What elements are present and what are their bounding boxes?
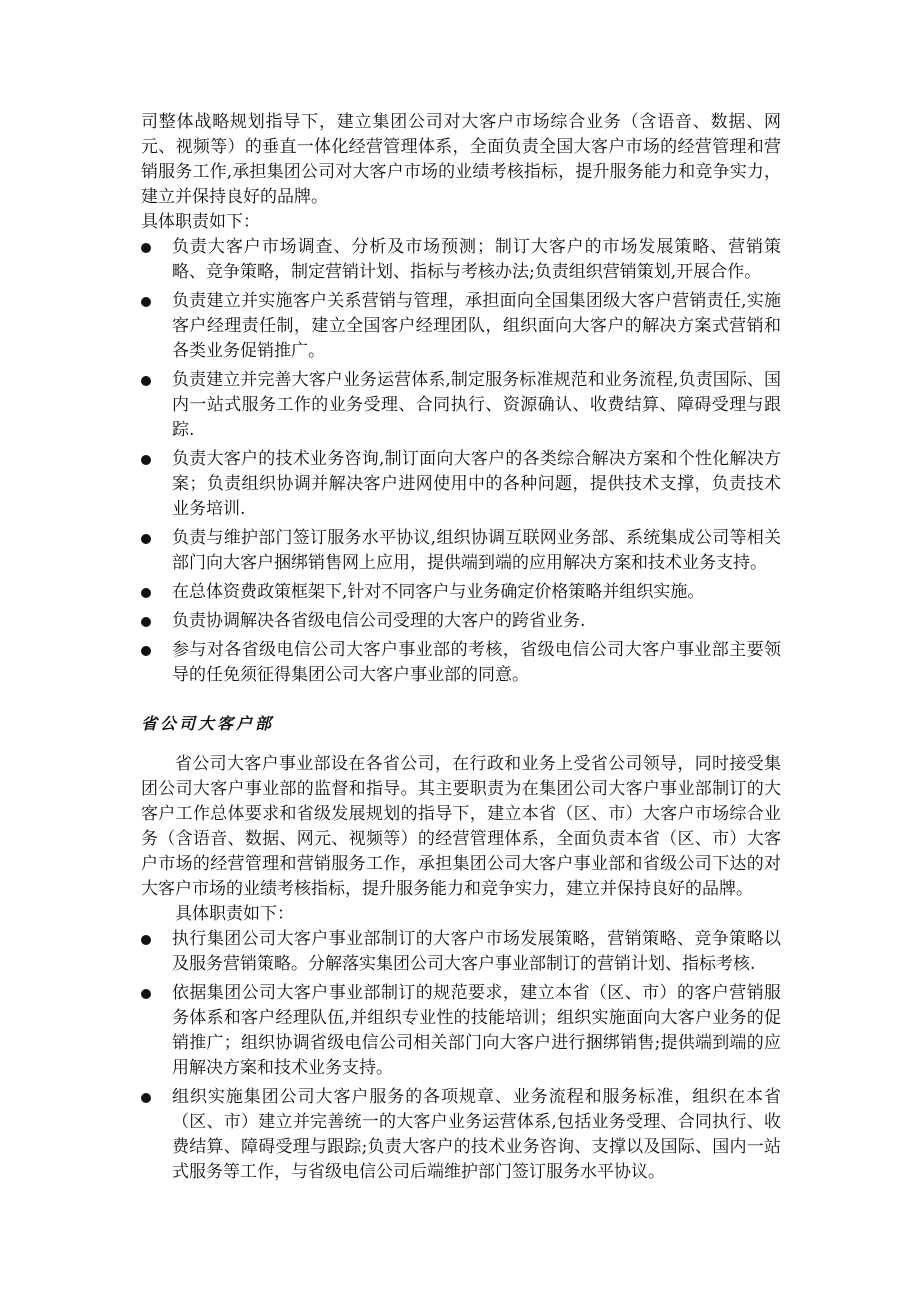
- section1-intro: 司整体战略规划指导下，建立集团公司对大客户市场综合业务（含语音、数据、网元、视频等）的垂直一体化经营管理体系，全面负责全国大客户市场的经营管理和营销服务工作,承担集团公司对大客户市场的业绩考核指标，提升服务能力和竞争实力，建立并保持良好的品牌。: [141, 112, 781, 207]
- bullet-icon: [141, 646, 151, 656]
- list-item-text: 在总体资费政策框架下,针对不同客户与业务确定价格策略并组织实施。: [172, 582, 705, 602]
- list-item: [141, 526, 781, 576]
- list-item: [141, 609, 781, 634]
- section1-duties-list: [141, 235, 781, 688]
- list-item: [141, 580, 781, 605]
- list-item-text: 执行集团公司大客户事业部制订的大客户市场发展策略，营销策略、竞争策略以及服务营销策略。分解落实集团公司大客户事业部制订的营销计划、指标考核.: [172, 929, 781, 974]
- list-item: [141, 368, 781, 443]
- bullet-icon: [141, 588, 151, 598]
- bullet-icon: [141, 1093, 151, 1103]
- bullet-icon: [141, 989, 151, 999]
- list-item-text: 负责建立并实施客户关系营销与管理，承担面向全国集团级大客户营销责任,实施客户经理责任制，建立全国客户经理团队，组织面向大客户的解决方案式营销和各类业务促销推广。: [172, 291, 781, 361]
- list-item: [141, 1085, 781, 1185]
- list-item: [141, 927, 781, 977]
- list-item-text: 负责建立并完善大客户业务运营体系,制定服务标准规范和业务流程,负责国际、国内一站式服务工作的业务受理、合同执行、资源确认、收费结算、障碍受理与跟踪.: [172, 370, 781, 440]
- list-item-text: 参与对各省级电信公司大客户事业部的考核，省级电信公司大客户事业部主要领导的任免须征得集团公司大客户事业部的同意。: [172, 640, 781, 685]
- list-item-text: 依据集团公司大客户事业部制订的规范要求，建立本省（区、市）的客户营销服务体系和客户经理队伍,并组织专业性的技能培训；组织实施面向大客户业务的促销推广；组织协调省级电信公司相关部门向大客户进行捆绑销售;提供端到端的应用解决方案和技术业务支持。: [172, 983, 781, 1078]
- bullet-icon: [141, 534, 151, 544]
- list-item: [141, 289, 781, 364]
- list-item: [141, 638, 781, 688]
- list-item: [141, 981, 781, 1081]
- bullet-icon: [141, 297, 151, 307]
- document-page: [141, 110, 781, 1189]
- list-item-text: 负责大客户的技术业务咨询,制订面向大客户的各类综合解决方案和个性化解决方案；负责组织协调并解决客户进网使用中的各种问题，提供技术支撑，负责技术业务培训.: [172, 449, 781, 519]
- list-item-text: 负责大客户市场调查、分析及市场预测；制订大客户的市场发展策略、营销策略、竞争策略，制定营销计划、指标与考核办法;负责组织营销策划,开展合作。: [172, 237, 781, 282]
- section1-duties-label: 具体职责如下：: [141, 212, 260, 232]
- bullet-icon: [141, 243, 151, 253]
- section2-intro: 省公司大客户事业部设在各省公司，在行政和业务上受省公司领导，同时接受集团公司大客户事业部的监督和指导。其主要职责为在集团公司大客户事业部制订的大客户工作总体要求和省级发展规划的指导下，建立本省（区、市）大客户市场综合业务（含语音、数据、网元、视频等）的经营管理体系，全面负责本省（区、市）大客户市场的经营管理和营销服务工作，承担集团公司大客户事业部和省级公司下达的对大客户市场的业绩考核指标，提升服务能力和竞争实力，建立并保持良好的品牌。: [141, 754, 781, 899]
- list-item: [141, 447, 781, 522]
- list-item-text: 组织实施集团公司大客户服务的各项规章、业务流程和服务标准，组织在本省（区、市）建立并完善统一的大客户业务运营体系,包括业务受理、合同执行、收费结算、障碍受理与跟踪;负责大客户的技术业务咨询、支撑以及国际、国内一站式服务等工作，与省级电信公司后端维护部门签订服务水平协议。: [172, 1087, 781, 1182]
- section2-duties-label: 具体职责如下：: [175, 904, 294, 924]
- section2-duties-list: [141, 927, 781, 1185]
- bullet-icon: [141, 617, 151, 627]
- list-item-text: 负责与维护部门签订服务水平协议,组织协调互联网业务部、系统集成公司等相关部门向大客户捆绑销售网上应用，提供端到端的应用解决方案和技术业务支持。: [172, 528, 781, 573]
- bullet-icon: [141, 455, 151, 465]
- bullet-icon: [141, 935, 151, 945]
- list-item: [141, 235, 781, 285]
- section2-heading: 省公司大客户部: [141, 714, 275, 733]
- bullet-icon: [141, 376, 151, 386]
- list-item-text: 负责协调解决各省级电信公司受理的大客户的跨省业务.: [172, 611, 586, 631]
